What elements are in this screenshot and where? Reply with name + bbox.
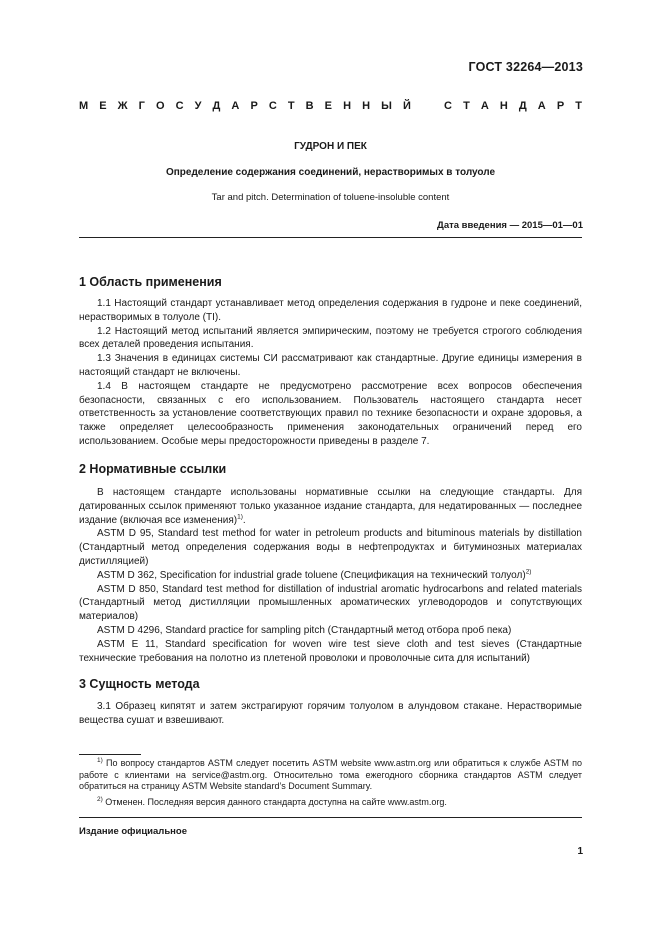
footnote <box>79 797 582 809</box>
page-number: 1 <box>577 846 583 857</box>
footnote-marker: 2) <box>525 568 532 576</box>
paragraph: 1.1 Настоящий стандарт устанавливает метод определения содержания в гудроне и пеке соединений, нерастворимых в толуоле (TI). <box>79 298 582 323</box>
paragraph-text: В настоящем стандарте использованы нормативные ссылки на следующие стандарты. Для датированных ссылок применяют только указанное издание стандарта, для недатированных — последнее издание (включая все изменения) <box>79 487 582 526</box>
document-subtitle: Определение содержания соединений, нерастворимых в толуоле <box>165 167 496 178</box>
footnote <box>79 758 582 793</box>
reference-item: ASTM E 11, Standard specification for woven wire test sieve cloth and test sieves (Стандартные технические требования на полотно из плетеной проволоки и проволочные сита для испытаний) <box>79 638 582 664</box>
gost-number: ГОСТ 32264—2013 <box>468 60 583 74</box>
banner-letter: С <box>175 100 184 112</box>
banner-letter: У <box>194 100 202 112</box>
footnote-text: По вопросу стандартов ASTM следует посетить ASTM website www.astm.org или обратиться к службе ASTM по работе с клиентами на service@astm.org. Относительно тома ежегодного сборника стандартов ASTM следует обратиться на страницу ASTM Website standard’s Document Summary. <box>79 758 582 791</box>
banner-letter: Н <box>343 100 352 112</box>
footnotes <box>79 758 582 808</box>
reference-text: ASTM D 362, Specification for industrial grade toluene (Спецификация на технический толуол) <box>97 569 526 581</box>
document-title: ГУДРОН И ПЕК <box>294 141 367 152</box>
section-heading: 1 Область применения <box>79 275 222 289</box>
banner-letter: Ы <box>381 100 392 112</box>
banner-letter: В <box>305 100 314 112</box>
footnote-text: Отменен. Последняя версия данного стандарта доступна на сайте www.astm.org. <box>105 796 447 807</box>
banner-letter: Т <box>287 100 295 112</box>
section-2-body <box>79 486 582 665</box>
banner-letter: Ж <box>117 100 128 112</box>
banner-letter: С <box>444 100 452 112</box>
paragraph: 1.4 В настоящем стандарте не предусмотрено рассмотрение всех вопросов обеспечения безопасности, связанных с его использованием. Пользователь настоящего стандарта несет ответственность за установление соответствующих правил по технике безопасности и охране здоровья, а также определяет целесообразность применения законодательных ограничений перед его использованием. Особые меры предосторожности приведены в разделе 7. <box>79 380 582 447</box>
reference-item <box>79 569 582 583</box>
banner-letter: Р <box>556 100 565 112</box>
banner-letter: Н <box>499 100 508 112</box>
footnote-marker: 2) <box>97 795 103 803</box>
paragraph: 3.1 Образец кипятят и затем экстрагируют горячим толуолом в алундовом стакане. Нерастворимые вещества сушат и взвешивают. <box>79 701 582 726</box>
banner-letter: А <box>480 100 489 112</box>
banner-letter: Й <box>402 100 411 112</box>
section-1-body <box>79 297 582 449</box>
banner-letter: С <box>268 100 277 112</box>
paragraph: 1.2 Настоящий метод испытаний является эмпирическим, поэтому не требуется строгого соблюдения всех деталей проведения испытания. <box>79 325 582 351</box>
reference-item: ASTM D 95, Standard test method for water in petroleum products and bituminous materials by distillation (Стандартный метод определения содержания воды в нефтепродуктах и битуминозных материалах дистилляцией) <box>79 528 582 567</box>
banner-letter: Д <box>518 100 527 112</box>
footnote-divider <box>79 754 141 755</box>
reference-item: ASTM D 850, Standard test method for distillation of industrial aromatic hydrocarbons and related materials (Стандартный метод дистилляции промышленных ароматических углеводородов и сопутствующих материалов) <box>79 583 582 623</box>
banner-letter: Е <box>324 100 333 112</box>
banner-letter: А <box>231 100 240 112</box>
english-title: Tar and pitch. Determination of toluene-insoluble content <box>211 192 450 203</box>
effective-date: Дата введения — 2015—01—01 <box>437 220 583 231</box>
banner-letter: Е <box>99 100 107 112</box>
divider <box>79 817 582 818</box>
banner-letter: А <box>537 100 546 112</box>
banner-letter: Г <box>138 100 145 112</box>
paragraph: 1.3 Значения в единицах системы СИ рассматривают как стандартные. Другие единицы измерения в настоящий стандарт не включены. <box>79 353 582 378</box>
footnote-marker: 1) <box>237 513 243 521</box>
banner-letter: О <box>155 100 165 112</box>
banner-letter: Д <box>212 100 221 112</box>
reference-item: ASTM D 4296, Standard practice for sampling pitch (Стандартный метод отбора проб пека) <box>97 624 512 636</box>
section-heading: 3 Сущность метода <box>79 677 200 691</box>
official-edition-label: Издание официальное <box>79 826 187 837</box>
banner-letter: Р <box>250 100 258 112</box>
banner-letter: Т <box>463 100 470 112</box>
section-heading: 2 Нормативные ссылки <box>79 462 227 476</box>
footnote-marker: 1) <box>97 757 103 764</box>
divider <box>79 237 582 238</box>
banner-letter: Н <box>362 100 371 112</box>
banner-letter: Т <box>575 100 582 112</box>
paragraph: В настоящем стандарте использованы нормативные ссылки на следующие стандарты. Для датированных ссылок применяют только указанное издание стандарта, для недатированных — последнее издание (включая все изменения)$^{1)}$. <box>79 487 582 526</box>
section-3-body <box>79 700 582 728</box>
banner-letter: М <box>79 100 89 112</box>
interstate-standard-banner <box>79 100 582 112</box>
